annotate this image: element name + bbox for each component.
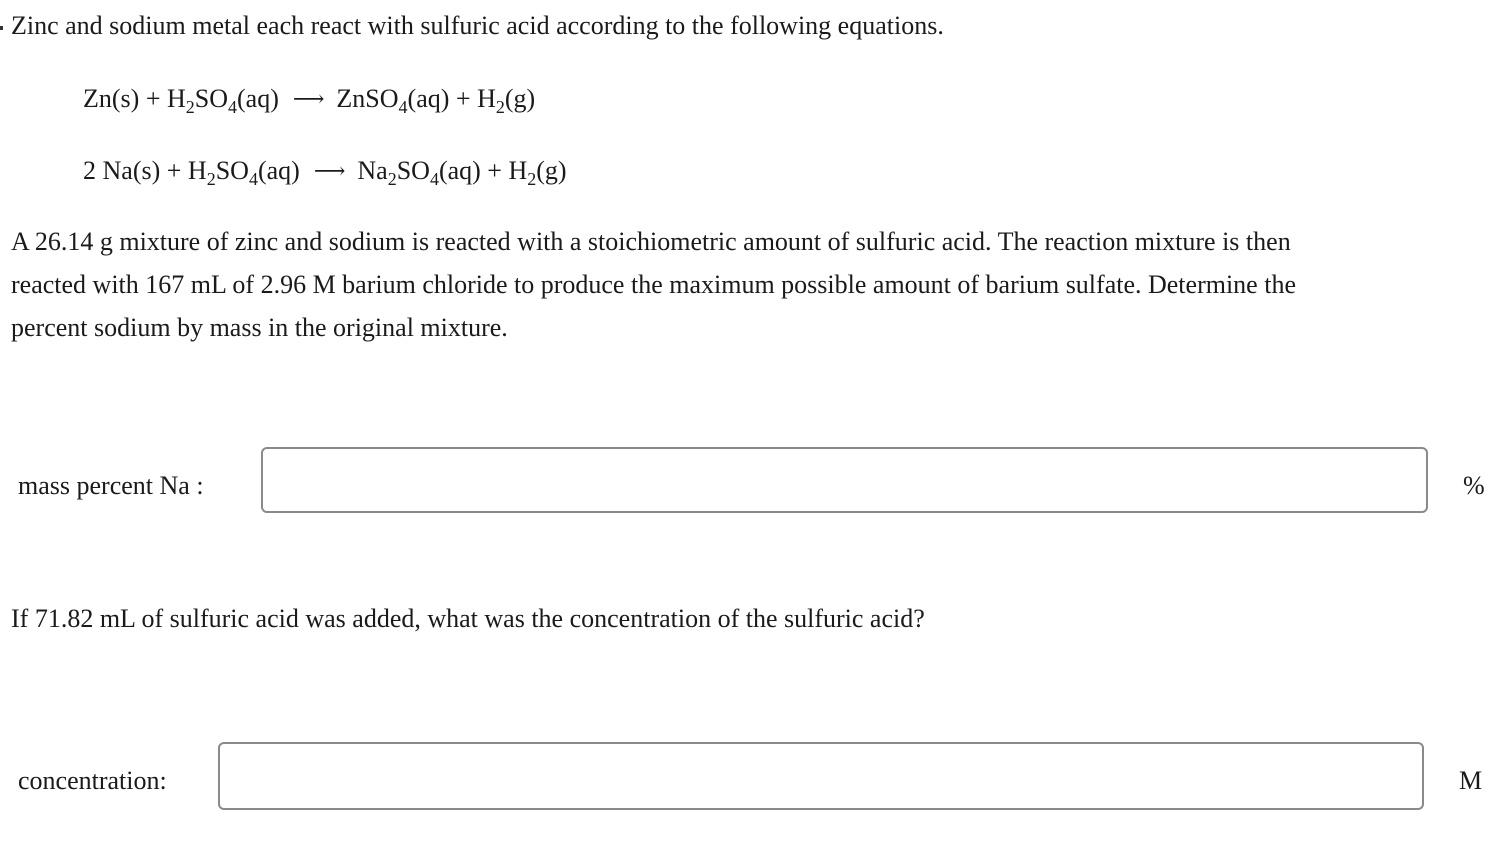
eq1-subscript: 4 (228, 97, 238, 117)
eq2-reactant-part: SO (215, 156, 249, 185)
eq2-reactant: 2 Na(s) + H (83, 156, 207, 185)
percent-unit: % (1463, 471, 1485, 500)
answer-row-concentration (0, 742, 1503, 812)
eq2-product-part: SO (396, 156, 430, 185)
eq2-product-part: (aq) + H (438, 156, 528, 185)
reaction-arrow-icon: ⟶ (313, 158, 346, 183)
eq1-subscript: 4 (398, 97, 408, 117)
eq1-reactant-part: SO (194, 84, 229, 113)
mass-percent-input[interactable] (261, 447, 1428, 513)
eq1-product-part: (aq) + H (407, 84, 496, 113)
problem-line: A 26.14 g mixture of zinc and sodium is reacted with a stoichiometric amount of sulfuric acid. The reaction mixture is then (11, 227, 1291, 256)
answer-row-mass-percent (0, 447, 1503, 517)
eq2-subscript: 4 (248, 169, 258, 189)
eq1-reactant: Zn(s) + H (83, 84, 186, 113)
mass-percent-label: mass percent Na : (18, 471, 204, 500)
eq1-reactant-state: (aq) (237, 84, 279, 113)
eq1-product: ZnSO (336, 84, 399, 113)
concentration-input[interactable] (218, 742, 1424, 810)
problem-statement (11, 220, 1481, 349)
eq2-subscript: 4 (429, 169, 439, 189)
intro-text: Zinc and sodium metal each react with sulfuric acid according to the following equations. (11, 11, 944, 40)
question-concentration: If 71.82 mL of sulfuric acid was added, what was the concentration of the sulfuric acid? (11, 604, 925, 633)
eq1-subscript: 2 (185, 97, 195, 117)
eq1-subscript: 2 (495, 97, 505, 117)
equation-zinc (83, 82, 535, 116)
eq2-product: Na (357, 156, 388, 185)
eq2-subscript: 2 (387, 169, 397, 189)
equation-sodium (83, 154, 567, 188)
eq2-subscript: 2 (527, 169, 537, 189)
eq1-product-state: (g) (504, 84, 536, 113)
problem-line: reacted with 167 mL of 2.96 M barium chloride to produce the maximum possible amount of barium sulfate. Determine the (11, 270, 1296, 299)
eq2-reactant-state: (aq) (257, 156, 300, 185)
eq2-subscript: 2 (206, 169, 216, 189)
concentration-label: concentration: (18, 766, 167, 795)
problem-line: percent sodium by mass in the original mixture. (11, 313, 508, 342)
molarity-unit: M (1459, 766, 1483, 795)
reaction-arrow-icon: ⟶ (292, 86, 325, 111)
eq2-product-state: (g) (536, 156, 567, 185)
left-edge-mark (0, 26, 3, 30)
